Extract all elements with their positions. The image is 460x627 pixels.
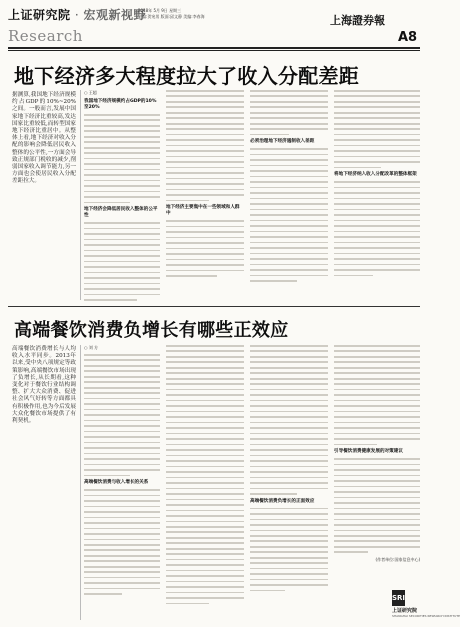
article1-column-2 (166, 90, 244, 302)
article2-subhead-1: 高端餐饮消费与收入增长的关系 (84, 480, 149, 486)
article1-column-3 (250, 90, 328, 302)
article2-body-block-3 (166, 345, 244, 604)
article2-subhead-2: 高端餐饮消费负增长的正面效应 (250, 498, 315, 504)
research-wordmark: Research (8, 27, 83, 45)
sri-logo-mark: SRI (392, 590, 405, 606)
section-name: 宏观新视野 (83, 8, 146, 22)
article2-lede: 高端餐饮消费增长与人均收入水平同步。2013年以来,受中央八项规定等政策影响,高端餐饮市场出现了负增长,从长期看,这种变化对于餐饮行业结构调整、扩大大众消费、促进社会风气好转等方面都具有积极作用,也为今后发展大众化餐饮市场提供了有利契机。 (12, 346, 76, 425)
article1-body-block-5 (250, 90, 328, 135)
article2-body-block-2 (84, 489, 160, 595)
header-rule (8, 47, 420, 49)
article2-author-note: (作者单位:国家信息中心) (375, 556, 420, 562)
header-rule-thin (8, 50, 420, 51)
editor-credits: 主编:贺宛男 版面:邱文静 美编:李春海 (138, 13, 205, 19)
article1-headline: 地下经济多大程度拉大了收入分配差距 (14, 64, 360, 88)
article2-headline: 高端餐饮消费负增长有哪些正效应 (14, 320, 289, 341)
institute-english-name: SHANGHAI SECURITIES RESEARCH INSTITUTE (392, 614, 460, 618)
column-divider (80, 345, 81, 620)
article2-subhead-3: 引导餐饮消费健康发展的对策建议 (334, 449, 403, 455)
article2-column-2 (166, 345, 244, 621)
article1-column-1 (84, 90, 160, 302)
article2-body-block-5 (250, 508, 328, 592)
brand-name: 上证研究院 (8, 8, 71, 22)
article2-column-3 (250, 345, 328, 621)
column-divider (80, 90, 81, 300)
article1-subhead-2: 地下经济会降低居民收入整体的公平性 (84, 207, 158, 219)
issue-date: 2018年 5月 9日 星期三 (138, 8, 182, 13)
article1-subhead-3: 地下经济主要集中在一些领域和人群中 (166, 205, 240, 217)
newspaper-logo: 上海證券報 (330, 14, 385, 27)
article2-column-1 (84, 345, 160, 621)
article1-subhead-1: 我国地下经济规模约占GDP的10%至20% (84, 99, 157, 110)
article1-subhead-4: 必须治理地下经济遏制收入差距 (250, 139, 315, 145)
article2-column-4 (334, 345, 420, 585)
article1-lede: 据测算,我国地下经济规模约占GDP的10%~20%之间。一般而言,发展中国家地下经济比重较高,发达国家比重较低,而转型国家地下经济比重居中。从整体上看,地下经济对收入分配的影响会降低居民收入整体的公平性,一方面会导致正规部门税收的减少,削弱国家收入调节能力,另一方面也会使居民收入分配差距拉大。 (12, 92, 76, 185)
masthead-brand (8, 6, 146, 23)
article1-body-block-3 (166, 90, 244, 201)
section-rule (8, 306, 420, 307)
article2-body-block-6 (334, 345, 420, 445)
brand-separator: · (70, 8, 84, 22)
article2-body-block-4 (250, 345, 328, 495)
article1-column-4 (334, 90, 420, 302)
article1-subhead-5: 将地下经济纳入收入分配改革的整体框架 (334, 172, 417, 178)
article1-body-block-7 (334, 90, 420, 168)
article2-body-block-1 (84, 354, 160, 476)
institute-stamp (392, 590, 460, 622)
article2-byline: ○ 刘 方 (84, 345, 99, 350)
article1-body-block-8 (334, 181, 420, 276)
article1-body-block-6 (250, 148, 328, 281)
article1-body-block-4 (166, 220, 244, 276)
issue-meta (138, 8, 205, 19)
article1-body-block-1 (84, 114, 160, 203)
article1-byline: ○ 王超 (84, 90, 97, 95)
article1-body-block-2 (84, 222, 160, 300)
page-number: A8 (398, 30, 418, 45)
article2-body-block-7 (334, 458, 420, 553)
institute-name: 上证研究院 (392, 608, 418, 614)
